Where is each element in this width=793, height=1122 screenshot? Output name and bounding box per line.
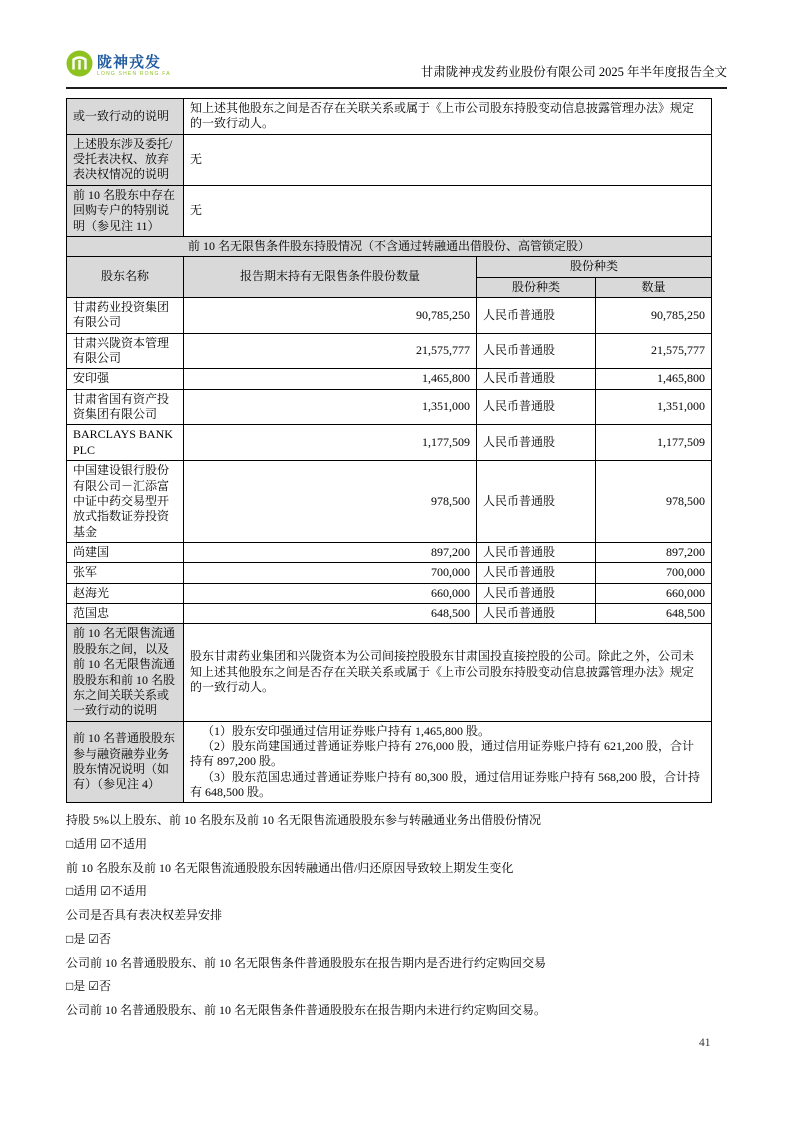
holder-share-type: 人民币普通股 <box>477 369 596 389</box>
holder-share-type: 人民币普通股 <box>477 425 596 461</box>
table-row <box>67 542 712 562</box>
holder-quantity: 660,000 <box>596 583 712 603</box>
holder-name: 范国忠 <box>67 604 184 624</box>
section-title: 前 10 名无限售条件股东持股情况（不含通过转融通出借股份、高管锁定股） <box>67 236 712 256</box>
holder-shares: 1,351,000 <box>184 389 477 425</box>
applicability-checkboxes: □适用 ☑不适用 <box>66 837 148 852</box>
holder-name: 张军 <box>67 563 184 583</box>
holder-quantity: 648,500 <box>596 604 712 624</box>
table-row <box>67 389 712 425</box>
holder-share-type: 人民币普通股 <box>477 604 596 624</box>
section-band-row <box>67 236 712 256</box>
logo-name-en: LONG SHEN RONG FA <box>97 71 171 77</box>
yes-no-checkboxes: □是 ☑否 <box>66 979 112 994</box>
holder-share-type: 人民币普通股 <box>477 297 596 333</box>
relation-note-label: 前 10 名无限售流通股股东之间，以及前 10 名无限售流通股股东和前 10 名股东之间关联关系或一致行动的说明 <box>67 624 184 721</box>
statement-line: 前 10 名股东及前 10 名无限售流通股股东因转融通出借/归还原因导致较上期发生变化 <box>66 860 514 875</box>
table-row <box>67 185 712 236</box>
holder-quantity: 1,351,000 <box>596 389 712 425</box>
logo-icon <box>66 50 93 82</box>
holder-quantity: 700,000 <box>596 563 712 583</box>
logo-text <box>97 55 171 77</box>
statement-line: 公司前 10 名普通股股东、前 10 名无限售条件普通股股东在报告期内未进行约定购回交易。 <box>66 1002 547 1017</box>
applicability-checkboxes: □适用 ☑不适用 <box>66 884 148 899</box>
holder-shares: 660,000 <box>184 583 477 603</box>
table-row <box>67 461 712 543</box>
holder-shares: 1,177,509 <box>184 425 477 461</box>
holder-quantity: 1,177,509 <box>596 425 712 461</box>
row-label: 前 10 名股东中存在回购专户的特别说明（参见注 11） <box>67 185 184 236</box>
margin-note-label: 前 10 名普通股股东参与融资融券业务股东情况说明（如有）（参见注 4） <box>67 721 184 803</box>
table-row <box>67 604 712 624</box>
company-logo <box>66 50 171 82</box>
statement-line: 公司是否具有表决权差异安排 <box>66 908 223 923</box>
holder-quantity: 90,785,250 <box>596 297 712 333</box>
holder-quantity: 978,500 <box>596 461 712 543</box>
holder-share-type: 人民币普通股 <box>477 461 596 543</box>
table-row <box>67 583 712 603</box>
holder-name: 中国建设银行股份有限公司－汇添富中证中药交易型开放式指数证券投资基金 <box>67 461 184 543</box>
holder-share-type: 人民币普通股 <box>477 389 596 425</box>
page-content <box>66 48 727 1028</box>
holder-quantity: 1,465,800 <box>596 369 712 389</box>
margin-note-value <box>184 721 712 803</box>
logo-name-cn: 陇神戎发 <box>97 54 162 71</box>
row-value: 无 <box>184 185 712 236</box>
holder-share-type: 人民币普通股 <box>477 583 596 603</box>
holder-name: 甘肃药业投资集团有限公司 <box>67 297 184 333</box>
table-row <box>67 624 712 721</box>
holder-quantity: 897,200 <box>596 542 712 562</box>
margin-note-line: （2）股东尚建国通过普通证券账户持有 276,000 股，通过信用证券账户持有 621,200 股，合计持有 897,200 股。 <box>190 738 695 769</box>
holder-share-type: 人民币普通股 <box>477 333 596 369</box>
holder-name: 赵海光 <box>67 583 184 603</box>
col-header-shares: 报告期末持有无限售条件股份数量 <box>184 257 477 298</box>
table-row <box>67 99 712 135</box>
holder-name: 尚建国 <box>67 542 184 562</box>
header-row <box>67 257 712 277</box>
holder-share-type: 人民币普通股 <box>477 563 596 583</box>
table-row <box>67 333 712 369</box>
row-label: 或一致行动的说明 <box>67 99 184 135</box>
row-value: 知上述其他股东之间是否存在关联关系或属于《上市公司股东持股变动信息披露管理办法》规定的一致行动人。 <box>184 99 712 135</box>
holder-shares: 1,465,800 <box>184 369 477 389</box>
holder-shares: 21,575,777 <box>184 333 477 369</box>
statement-line: 公司前 10 名普通股股东、前 10 名无限售条件普通股股东在报告期内是否进行约定购回交易 <box>66 955 547 970</box>
col-header-quantity: 数量 <box>596 277 712 297</box>
holder-name: 甘肃兴陇资本管理有限公司 <box>67 333 184 369</box>
table-row <box>67 369 712 389</box>
report-title: 甘肃陇神戎发药业股份有限公司 2025 年半年度报告全文 <box>420 65 727 79</box>
header-rule <box>66 87 727 89</box>
holder-shares: 90,785,250 <box>184 297 477 333</box>
col-header-name: 股东名称 <box>67 257 184 298</box>
row-value: 无 <box>184 134 712 185</box>
holder-shares: 897,200 <box>184 542 477 562</box>
table-row <box>67 721 712 803</box>
col-header-share-type: 股份种类 <box>477 277 596 297</box>
col-header-share-type-group: 股份种类 <box>477 257 712 277</box>
yes-no-checkboxes: □是 ☑否 <box>66 931 112 946</box>
holder-share-type: 人民币普通股 <box>477 542 596 562</box>
holder-shares: 978,500 <box>184 461 477 543</box>
margin-note-line: （1）股东安印强通过信用证券账户持有 1,465,800 股。 <box>202 723 491 738</box>
page-number: 41 <box>699 1037 711 1049</box>
table-row <box>67 297 712 333</box>
relation-note-value: 股东甘肃药业集团和兴陇资本为公司间接控股股东甘肃国投直接控股的公司。除此之外，公司未知上述其他股东之间是否存在关联关系或属于《上市公司股东持股变动信息披露管理办法》规定的一致行动人。 <box>184 624 712 721</box>
holder-quantity: 21,575,777 <box>596 333 712 369</box>
holder-shares: 648,500 <box>184 604 477 624</box>
statement-line: 持股 5%以上股东、前 10 名股东及前 10 名无限售流通股股东参与转融通业务出借股份情况 <box>66 813 541 828</box>
holder-shares: 700,000 <box>184 563 477 583</box>
statements-block <box>66 814 727 1017</box>
page-header <box>66 48 727 82</box>
shareholder-table <box>66 98 712 803</box>
table-row <box>67 563 712 583</box>
margin-note-line: （3）股东范国忠通过普通证券账户持有 80,300 股，通过信用证券账户持有 568,200 股，合计持有 648,500 股。 <box>190 769 701 800</box>
table-row <box>67 425 712 461</box>
table-row <box>67 134 712 185</box>
holder-name: 甘肃省国有资产投资集团有限公司 <box>67 389 184 425</box>
holder-name: 安印强 <box>67 369 184 389</box>
row-label: 上述股东涉及委托/受托表决权、放弃表决权情况的说明 <box>67 134 184 185</box>
holder-name: BARCLAYS BANK PLC <box>67 425 184 461</box>
